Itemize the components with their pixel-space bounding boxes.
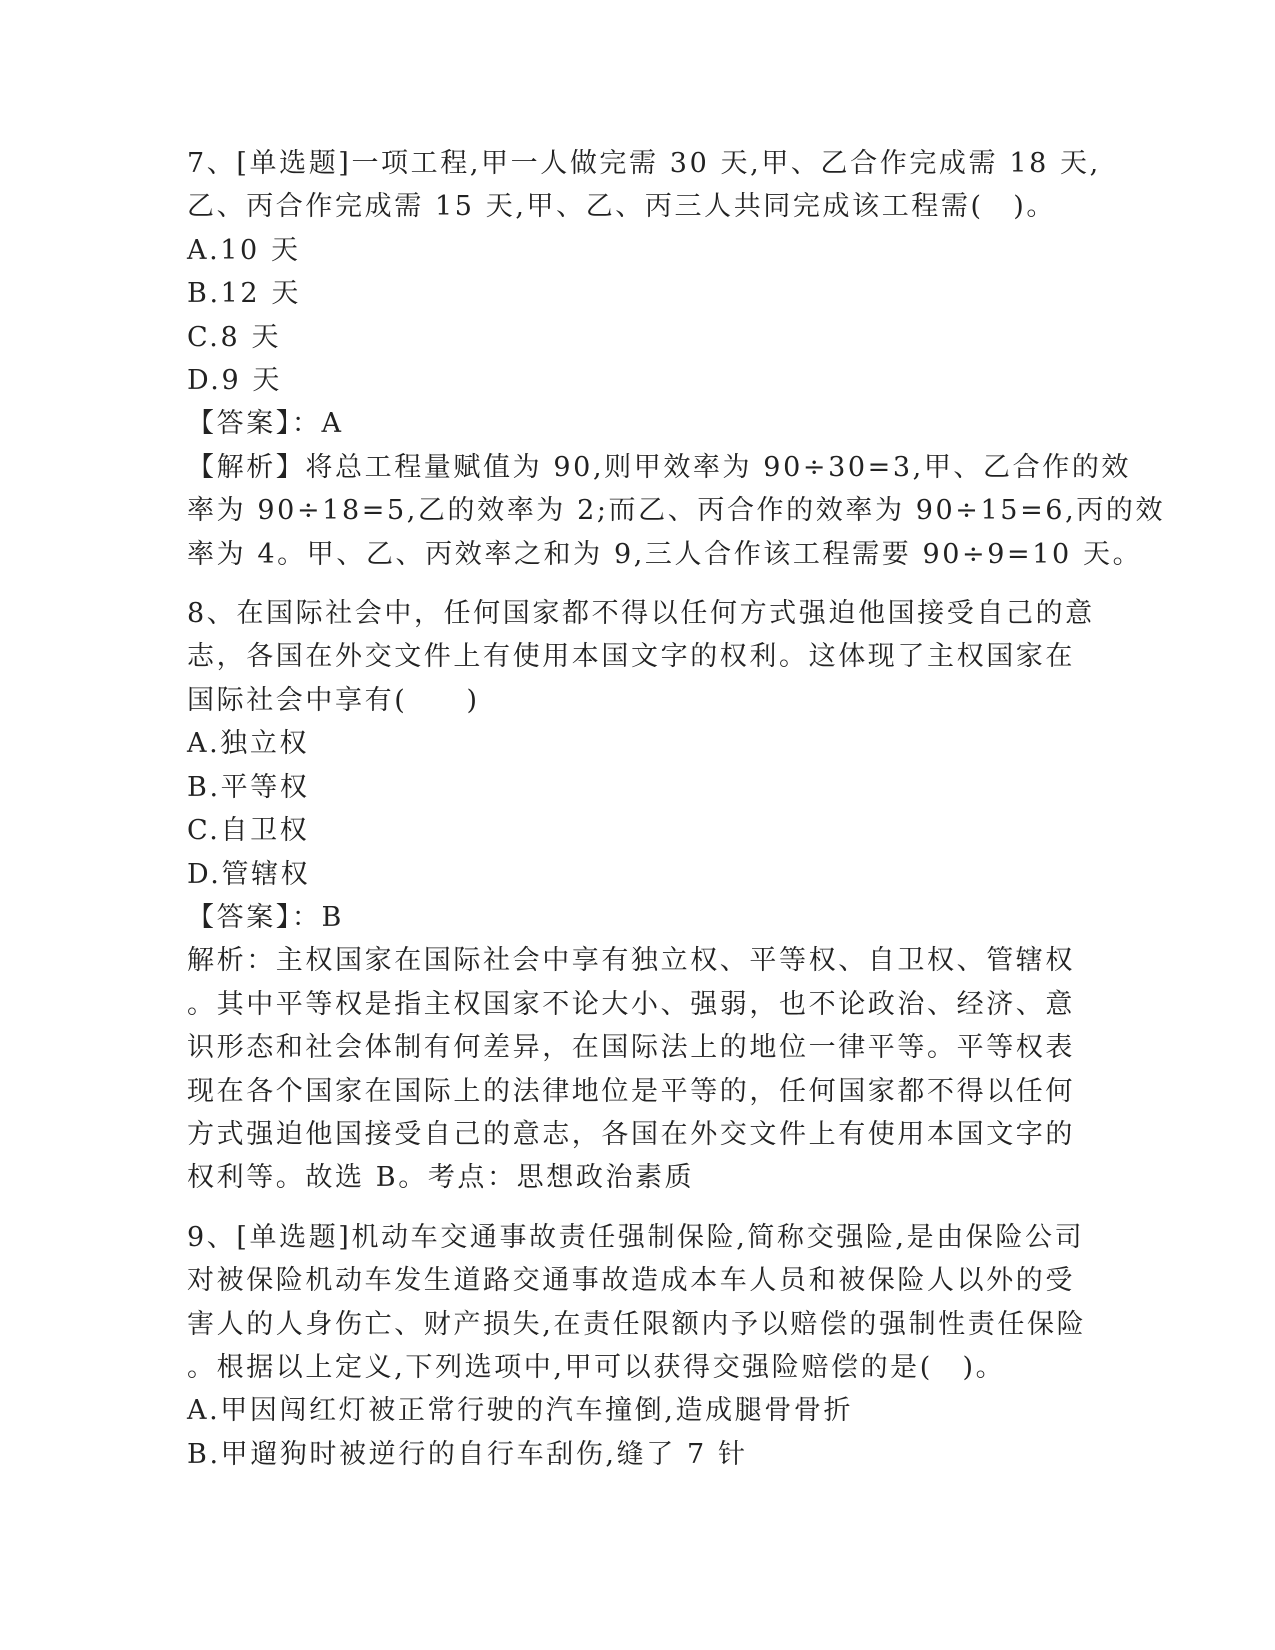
analysis-text: 解析：主权国家在国际社会中享有独立权、平等权、自卫权、管辖权: [187, 945, 1075, 977]
question-spacer: [187, 1200, 1087, 1216]
question-7: [187, 142, 1166, 576]
option-a: A.独立权: [187, 728, 310, 760]
analysis-text: 【解析】将总工程量赋值为 90,则甲效率为 90÷30=3,甲、乙合作的效: [187, 451, 1132, 483]
option-b: B.12 天: [187, 278, 301, 310]
answer: 【答案】：B: [187, 901, 344, 933]
question-text: 乙、丙合作完成需 15 天,甲、乙、丙三人共同完成该工程需( )。: [187, 191, 1056, 223]
question-text: 8、在国际社会中，任何国家都不得以任何方式强迫他国接受自己的意: [187, 598, 1095, 630]
option-d: D.管辖权: [187, 858, 311, 890]
question-text: 志，各国在外交文件上有使用本国文字的权利。这体现了主权国家在: [187, 641, 1075, 673]
analysis-text: 识形态和社会体制有何差异，在国际法上的地位一律平等。平等权表: [187, 1032, 1075, 1064]
analysis-text: 率为 90÷18=5,乙的效率为 2;而乙、丙合作的效率为 90÷15=6,丙的效: [187, 495, 1166, 527]
question-text: 9、[单选题]机动车交通事故责任强制保险,简称交强险,是由保险公司: [187, 1221, 1085, 1253]
question-9: [187, 1216, 1087, 1476]
analysis-text: 权利等。故选 B。考点：思想政治素质: [187, 1162, 695, 1194]
question-spacer: [187, 576, 1087, 592]
option-b: B.甲遛狗时被逆行的自行车刮伤,缝了 7 针: [187, 1438, 748, 1470]
analysis-text: 方式强迫他国接受自己的意志，各国在外交文件上有使用本国文字的: [187, 1118, 1075, 1150]
option-d: D.9 天: [187, 365, 283, 397]
option-a: A.甲因闯红灯被正常行驶的汽车撞倒,造成腿骨骨折: [187, 1395, 854, 1427]
question-8: [187, 592, 1095, 1200]
answer: 【答案】：A: [187, 408, 344, 440]
document-page: [187, 142, 1166, 1476]
analysis-text: 率为 4。甲、乙、丙效率之和为 9,三人合作该工程需要 90÷9=10 天。: [187, 538, 1143, 570]
option-b: B.平等权: [187, 771, 310, 803]
analysis-text: 现在各个国家在国际上的法律地位是平等的，任何国家都不得以任何: [187, 1075, 1075, 1107]
question-text: 对被保险机动车发生道路交通事故造成本车人员和被保险人以外的受: [187, 1265, 1075, 1297]
question-text: 国际社会中享有( ): [187, 684, 480, 716]
question-text: 害人的人身伤亡、财产损失,在责任限额内予以赔偿的强制性责任保险: [187, 1308, 1087, 1340]
option-a: A.10 天: [187, 234, 301, 266]
question-text: 7、[单选题]一项工程,甲一人做完需 30 天,甲、乙合作完成需 18 天,: [187, 148, 1101, 179]
option-c: C.自卫权: [187, 815, 310, 847]
option-c: C.8 天: [187, 321, 282, 353]
analysis-text: 。其中平等权是指主权国家不论大小、强弱，也不论政治、经济、意: [187, 988, 1075, 1020]
question-text: 。根据以上定义,下列选项中,甲可以获得交强险赔偿的是( )。: [187, 1351, 1006, 1383]
